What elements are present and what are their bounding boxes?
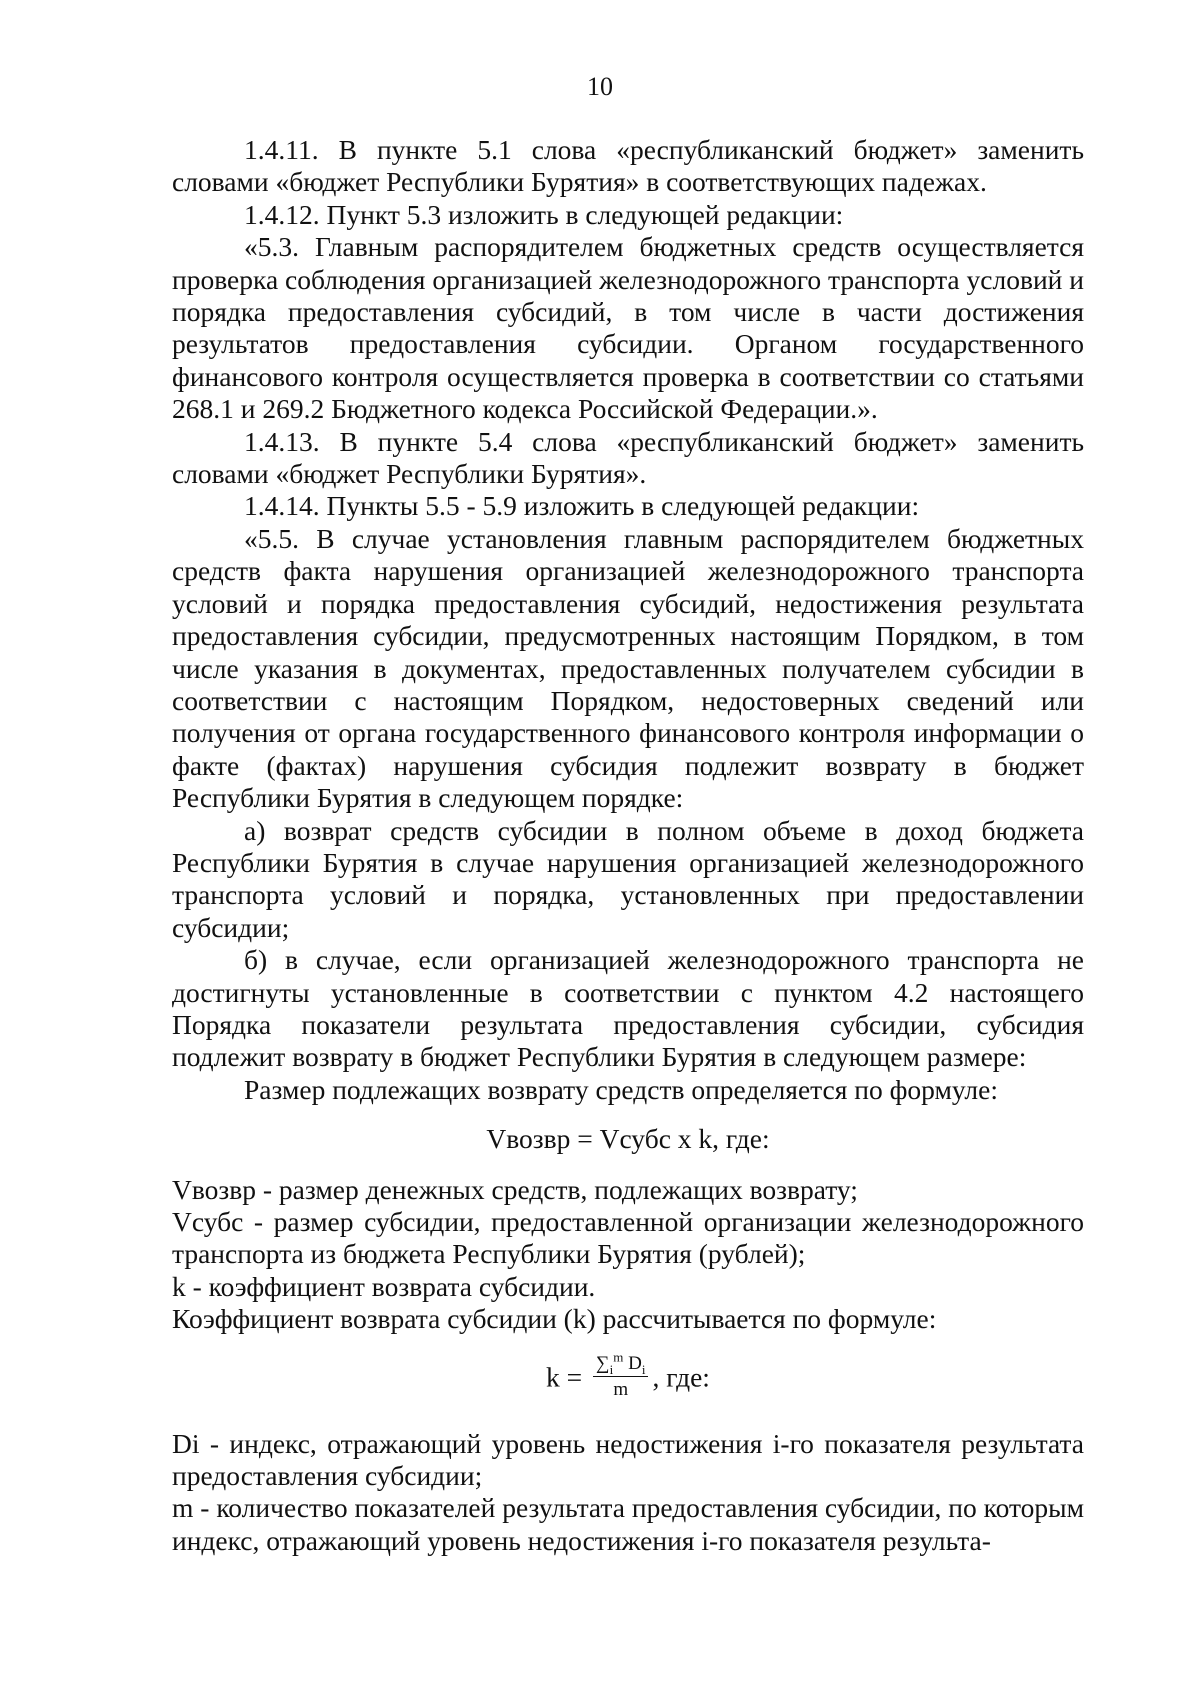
sum-upper-index: m	[613, 1349, 624, 1365]
paragraph-coefficient-intro: Коэффициент возврата субсидии (k) рассчитывается по формуле:	[172, 1303, 937, 1335]
sum-symbol: ∑	[596, 1352, 610, 1374]
paragraph-5-5: «5.5. В случае установления главным распорядителем бюджетных средств факта нарушения организацией железнодорожного транспорта условий и порядка предоставления субсидий, недостижения результата предоставления субсидии, предусмотренных настоящим Порядком, в том числе указания в документах, предоставленных получателем субсидии в соответствии с настоящим Порядком, недостоверных сведений или получения от органа государственного финансового контроля информации о факте (фактах) нарушения субсидия подлежит возврату в бюджет Республики Бурятия в следующем порядке:	[172, 522, 1084, 814]
formula-denominator: m	[613, 1378, 629, 1400]
definition-m: m - количество показателей результата предоставления субсидии, по которым индекс, отражающий уровень недостижения i-го показателя результа-	[172, 1492, 1084, 1556]
page-number: 10	[587, 72, 613, 101]
definition-k: k - коэффициент возврата субсидии.	[172, 1270, 596, 1302]
formula-numerator	[593, 1349, 648, 1377]
paragraph-formula-intro: Размер подлежащих возврату средств определяется по формуле:	[244, 1073, 998, 1105]
formula-lhs: k =	[546, 1360, 583, 1392]
paragraph-1-4-12: 1.4.12. Пункт 5.3 изложить в следующей редакции:	[244, 198, 844, 230]
paragraph-item-a: а) возврат средств субсидии в полном объеме в доход бюджета Республики Бурятия в случае нарушения организацией железнодорожного транспорта условий и порядка, установленных при предоставлении субсидии;	[172, 814, 1084, 943]
paragraph-1-4-14: 1.4.14. Пункты 5.5 - 5.9 изложить в следующей редакции:	[244, 490, 920, 522]
paragraph-1-4-13: 1.4.13. В пункте 5.4 слова «республиканский бюджет» заменить словами «бюджет Республики Бурятия».	[172, 425, 1084, 490]
formula-return-amount: Vвозвр = Vсубс x k, где:	[486, 1123, 770, 1155]
definition-v-return: Vвозвр - размер денежных средств, подлежащих возврату;	[172, 1173, 858, 1205]
paragraph-5-3: «5.3. Главным распорядителем бюджетных средств осуществляется проверка соблюдения организацией железнодорожного транспорта условий и порядка предоставления субсидий, в том числе в части достижения результатов предоставления субсидии. Органом государственного финансового контроля осуществляется проверка в соответствии со статьями 268.1 и 269.2 Бюджетного кодекса Российской Федерации.».	[172, 231, 1084, 425]
formula-coefficient	[172, 1349, 1084, 1404]
formula-tail: , где:	[652, 1360, 710, 1392]
paragraph-1-4-11: 1.4.11. В пункте 5.1 слова «республиканский бюджет» заменить словами «бюджет Республики Бурятия» в соответствующих падежах.	[172, 134, 1084, 198]
document-body	[172, 134, 1084, 1557]
definition-v-subsidy: Vсубс - размер субсидии, предоставленной организации железнодорожного транспорта из бюджета Республики Бурятия (рублей);	[172, 1206, 1084, 1270]
paragraph-item-b: б) в случае, если организацией железнодорожного транспорта не достигнуты установленные в соответствии с пунктом 4.2 настоящего Порядка показатели результата предоставления субсидии, субсидия подлежит возврату в бюджет Республики Бурятия в следующем размере:	[172, 944, 1084, 1073]
formula-fraction	[593, 1349, 648, 1401]
sum-term: D	[628, 1352, 642, 1374]
definition-di: Di - индекс, отражающий уровень недостижения i-го показателя результата предоставления субсидии;	[172, 1427, 1084, 1492]
sum-lower-index: i	[609, 1361, 614, 1377]
sum-term-index: i	[641, 1361, 646, 1377]
